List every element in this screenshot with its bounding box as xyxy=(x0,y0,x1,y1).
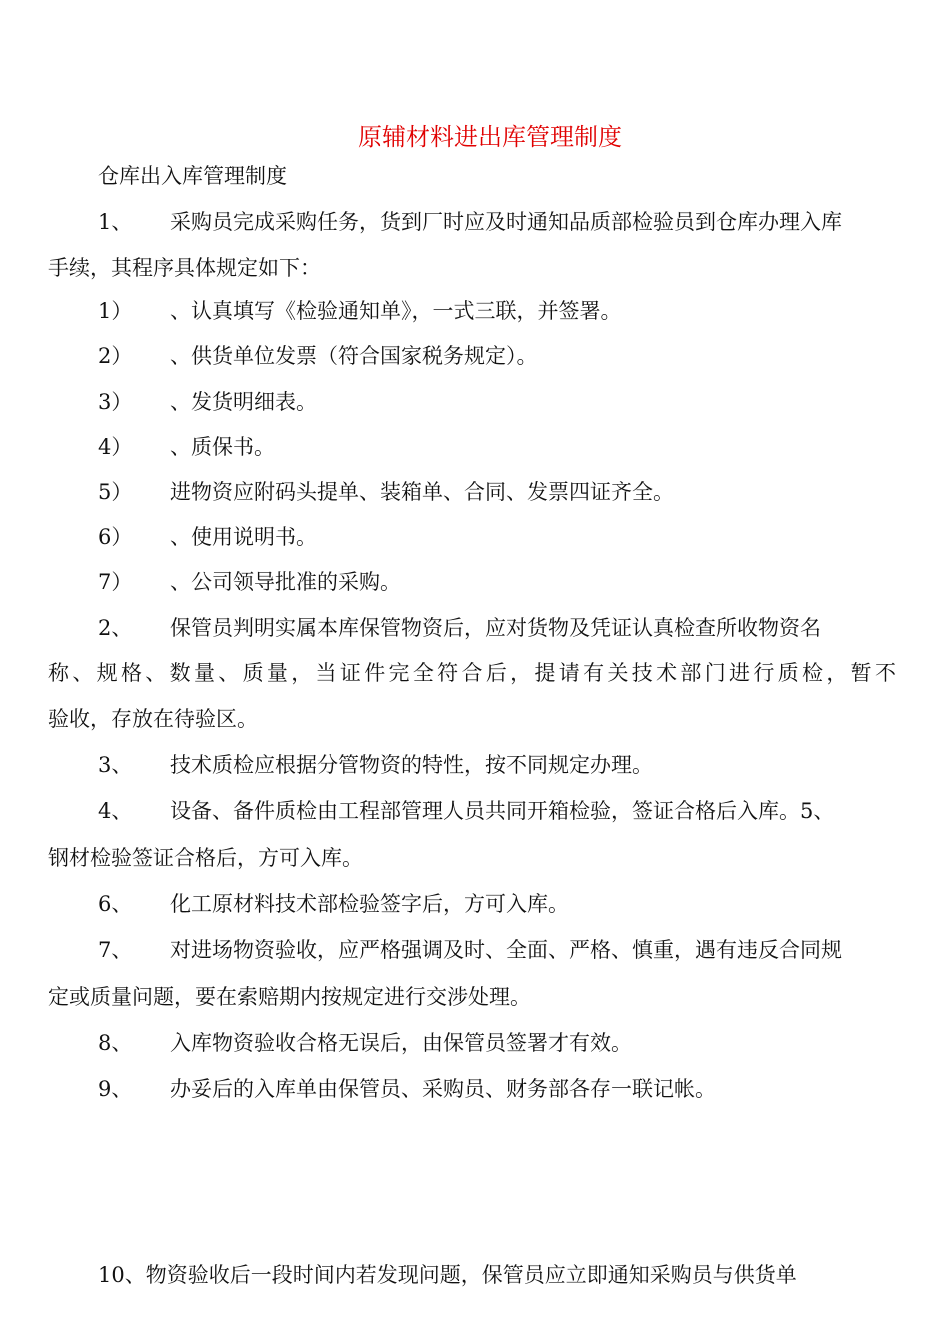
paragraph-text: 入库物资验收合格无误后，由保管员签署才有效。 xyxy=(170,1031,632,1055)
list-item-number: 3） xyxy=(98,390,133,414)
paragraph-number: 2、 xyxy=(98,616,133,640)
paragraph-number: 8、 xyxy=(98,1031,133,1055)
paragraph-number: 7、 xyxy=(98,938,133,962)
section-subtitle: 仓库出入库管理制度 xyxy=(98,164,287,188)
paragraph-number: 1、 xyxy=(98,210,133,234)
paragraph-text: 技术质检应根据分管物资的特性，按不同规定办理。 xyxy=(170,753,653,777)
list-item-number: 6） xyxy=(98,525,133,549)
list-item: 、使用说明书。 xyxy=(170,525,317,549)
paragraph-continuation: 手续，其程序具体规定如下： xyxy=(48,256,321,280)
paragraph-text: 办妥后的入库单由保管员、采购员、财务部各存一联记帐。 xyxy=(170,1077,716,1101)
list-item: 、认真填写《检验通知单》，一式三联，并签署。 xyxy=(170,299,622,323)
paragraph-continuation: 验收，存放在待验区。 xyxy=(48,707,258,731)
paragraph-text: 保管员判明实属本库保管物资后，应对货物及凭证认真检查所收物资名 xyxy=(170,616,821,640)
paragraph-number: 3、 xyxy=(98,753,133,777)
paragraph-continuation: 定或质量问题，要在索赔期内按规定进行交涉处理。 xyxy=(48,985,531,1009)
paragraph-number: 9、 xyxy=(98,1077,133,1101)
list-item-number: 7） xyxy=(98,570,133,594)
paragraph-text: 化工原材料技术部检验签字后，方可入库。 xyxy=(170,892,569,916)
document-title: 原辅材料进出库管理制度 xyxy=(358,123,622,151)
paragraph-continuation: 称、规格、数量、质量，当证件完全符合后，提请有关技术部门进行质检，暂不 xyxy=(48,661,896,685)
list-item-number: 2） xyxy=(98,344,133,368)
paragraph-number: 6、 xyxy=(98,892,133,916)
paragraph-text: 采购员完成采购任务，货到厂时应及时通知品质部检验员到仓库办理入库 xyxy=(170,210,842,234)
list-item: 、供货单位发票（符合国家税务规定）。 xyxy=(170,344,538,368)
paragraph-number: 4、 xyxy=(98,799,133,823)
list-item: 进物资应附码头提单、装箱单、合同、发票四证齐全。 xyxy=(170,480,674,504)
list-item-number: 5） xyxy=(98,480,133,504)
list-item-number: 1） xyxy=(98,299,133,323)
paragraph-text: 对进场物资验收，应严格强调及时、全面、严格、慎重，遇有违反合同规 xyxy=(170,938,842,962)
list-item: 、质保书。 xyxy=(170,435,275,459)
paragraph-text: 设备、备件质检由工程部管理人员共同开箱检验，签证合格后入库。5、 xyxy=(170,799,835,823)
paragraph-continuation: 钢材检验签证合格后，方可入库。 xyxy=(48,846,363,870)
list-item: 、公司领导批准的采购。 xyxy=(170,570,401,594)
list-item: 、发货明细表。 xyxy=(170,390,317,414)
list-item-number: 4） xyxy=(98,435,133,459)
paragraph-text: 10、物资验收后一段时间内若发现问题，保管员应立即通知采购员与供货单 xyxy=(98,1263,797,1287)
